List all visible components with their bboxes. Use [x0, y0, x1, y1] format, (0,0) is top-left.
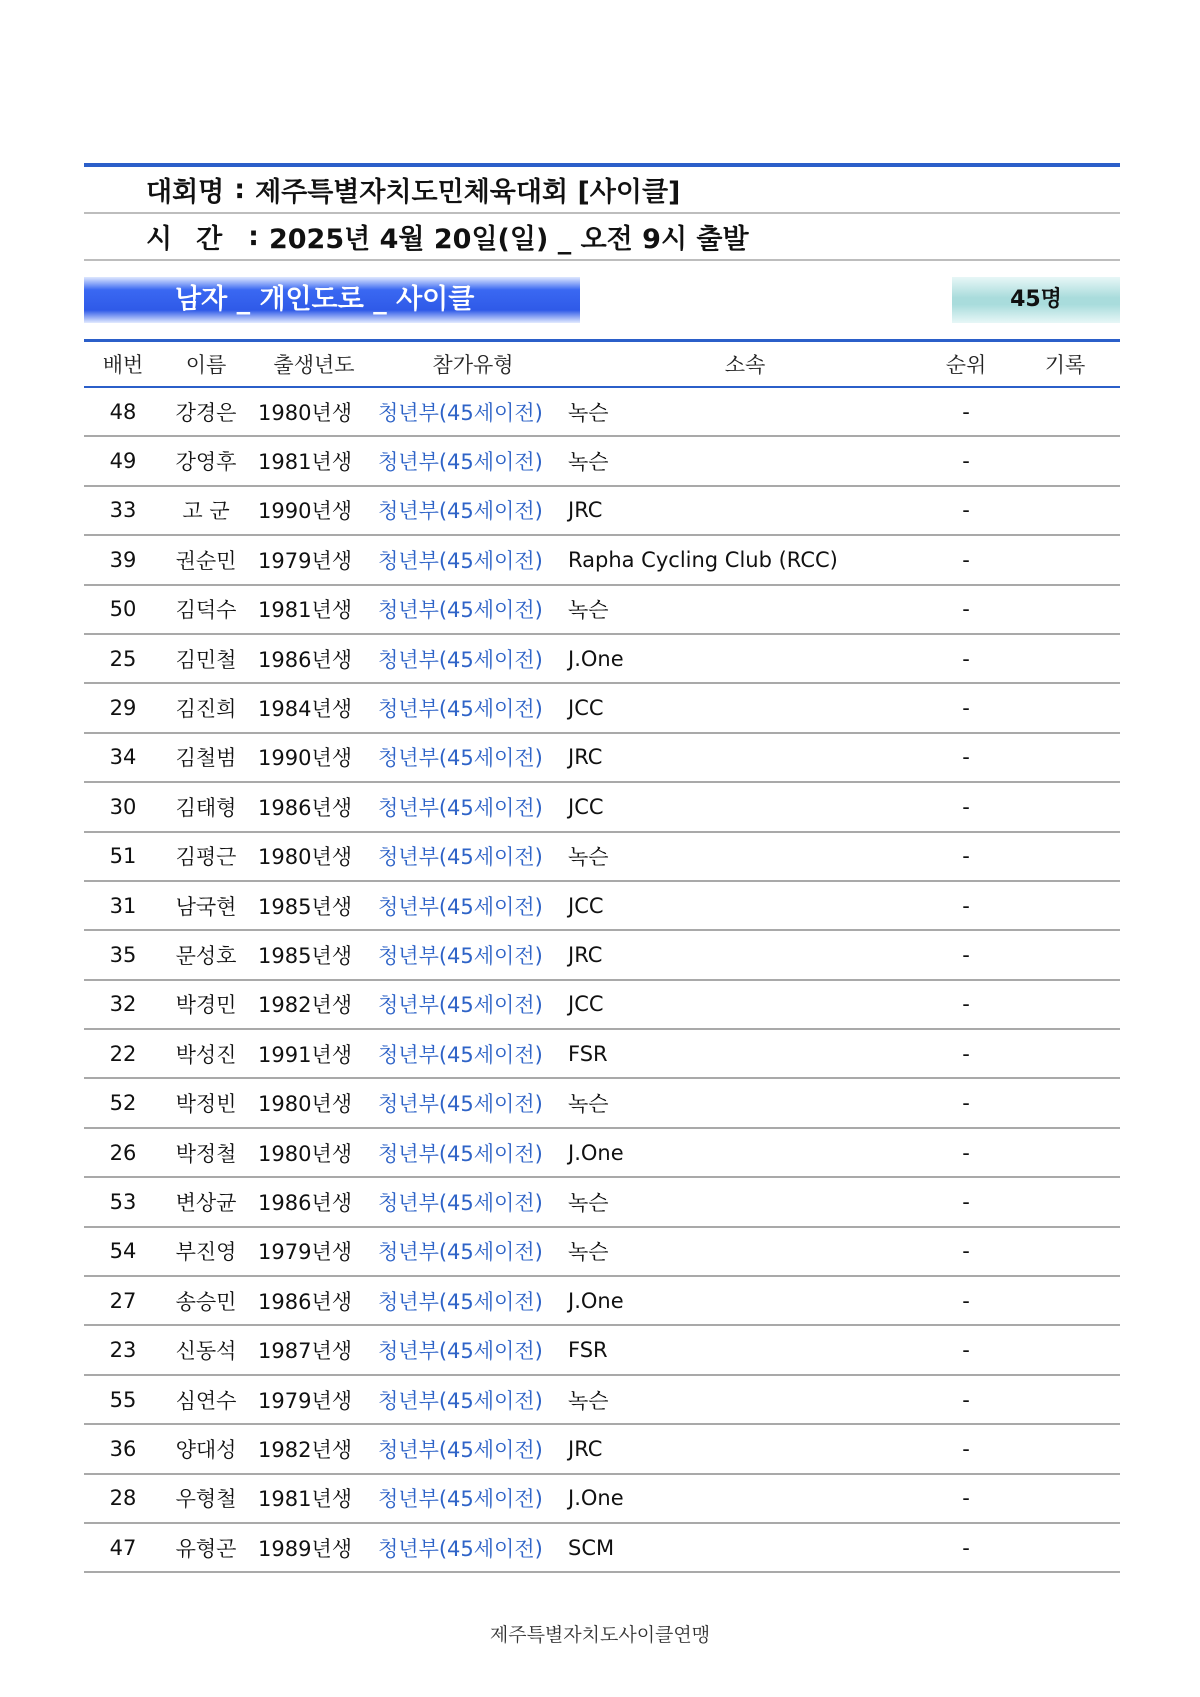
- participant-count-badge: 45명: [952, 277, 1120, 323]
- cell-type: 청년부(45세이전): [378, 697, 543, 722]
- cell-no: 36: [109, 1436, 137, 1461]
- cell-type: 청년부(45세이전): [378, 845, 543, 870]
- cell-club: 녹슨: [568, 1190, 609, 1215]
- cell-type: 청년부(45세이전): [378, 1190, 543, 1215]
- cell-rank: -: [962, 498, 970, 523]
- cell-year: 1979년생: [258, 1388, 353, 1413]
- cell-year: 1981년생: [258, 1487, 353, 1512]
- table-row: [84, 833, 1120, 882]
- header-name: 이름: [185, 353, 227, 377]
- cell-name: 김진희: [175, 697, 237, 722]
- cell-name: 박성진: [175, 1042, 237, 1067]
- cell-club: JRC: [568, 745, 603, 770]
- cell-club: JCC: [568, 992, 604, 1017]
- table-row: [84, 1030, 1120, 1079]
- header-type: 참가유형: [432, 353, 514, 377]
- cell-name: 박정빈: [175, 1092, 237, 1117]
- cell-year: 1991년생: [258, 1042, 353, 1067]
- cell-club: 녹슨: [568, 1240, 609, 1265]
- table-row: [84, 1475, 1120, 1524]
- cell-type: 청년부(45세이전): [378, 894, 543, 919]
- cell-no: 39: [109, 547, 137, 572]
- event-colon: :: [234, 174, 246, 205]
- cell-rank: -: [962, 399, 970, 424]
- cell-year: 1979년생: [258, 1240, 353, 1265]
- table-row: [84, 1178, 1120, 1227]
- cell-club: J.One: [568, 1140, 624, 1165]
- cell-rank: -: [962, 449, 970, 474]
- cell-no: 33: [109, 498, 137, 523]
- cell-rank: -: [962, 893, 970, 918]
- cell-year: 1979년생: [258, 548, 353, 573]
- cell-club: JRC: [568, 1436, 603, 1461]
- cell-no: 31: [109, 893, 137, 918]
- time-colon: :: [248, 221, 259, 252]
- cell-rank: -: [962, 1041, 970, 1066]
- cell-club: JRC: [568, 942, 603, 967]
- time-row: [84, 214, 1120, 261]
- cell-rank: -: [962, 1140, 970, 1165]
- cell-no: 29: [109, 696, 137, 721]
- cell-rank: -: [962, 1387, 970, 1412]
- cell-name: 변상균: [175, 1190, 237, 1215]
- cell-year: 1980년생: [258, 845, 353, 870]
- cell-rank: -: [962, 942, 970, 967]
- table-row: [84, 1326, 1120, 1375]
- cell-rank: -: [962, 1091, 970, 1116]
- cell-no: 26: [109, 1140, 137, 1165]
- cell-club: SCM: [568, 1535, 615, 1560]
- cell-name: 신동석: [175, 1339, 237, 1364]
- cell-year: 1980년생: [258, 400, 353, 425]
- cell-year: 1981년생: [258, 598, 353, 623]
- time-value: 2025년 4월 20일(일) _ 오전 9시 출발: [268, 224, 749, 255]
- cell-no: 50: [109, 597, 137, 622]
- cell-year: 1982년생: [258, 993, 353, 1018]
- cell-type: 청년부(45세이전): [378, 499, 543, 524]
- cell-rank: -: [962, 1436, 970, 1461]
- cell-name: 김태형: [175, 795, 237, 820]
- cell-type: 청년부(45세이전): [378, 746, 543, 771]
- cell-no: 23: [109, 1338, 137, 1363]
- cell-type: 청년부(45세이전): [378, 647, 543, 672]
- cell-no: 48: [109, 399, 137, 424]
- table-row: [84, 1425, 1120, 1474]
- table-row: [84, 635, 1120, 684]
- cell-no: 49: [109, 449, 137, 474]
- cell-type: 청년부(45세이전): [378, 450, 543, 475]
- table-row: [84, 487, 1120, 536]
- cell-year: 1990년생: [258, 746, 353, 771]
- cell-no: 51: [109, 844, 137, 869]
- cell-type: 청년부(45세이전): [378, 1388, 543, 1413]
- table-row: [84, 684, 1120, 733]
- cell-no: 52: [109, 1091, 137, 1116]
- table-row: [84, 1079, 1120, 1128]
- cell-year: 1986년생: [258, 795, 353, 820]
- cell-type: 청년부(45세이전): [378, 1240, 543, 1265]
- cell-year: 1987년생: [258, 1339, 353, 1364]
- cell-club: JCC: [568, 696, 604, 721]
- cell-rank: -: [962, 992, 970, 1017]
- entry-sheet: [84, 163, 1120, 1573]
- cell-name: 유형곤: [175, 1536, 237, 1561]
- cell-rank: -: [962, 696, 970, 721]
- cell-year: 1990년생: [258, 499, 353, 524]
- table-row: [84, 882, 1120, 931]
- cell-club: JCC: [568, 794, 604, 819]
- header-no: 배번: [102, 353, 144, 377]
- cell-year: 1980년생: [258, 1141, 353, 1166]
- cell-no: 53: [109, 1189, 137, 1214]
- cell-no: 34: [109, 745, 137, 770]
- cell-rank: -: [962, 597, 970, 622]
- cell-no: 54: [109, 1239, 137, 1264]
- cell-type: 청년부(45세이전): [378, 1487, 543, 1512]
- cell-no: 30: [109, 794, 137, 819]
- cell-rank: -: [962, 1535, 970, 1560]
- cell-name: 강경은: [175, 400, 237, 425]
- cell-club: 녹슨: [568, 598, 609, 623]
- table-header: [84, 342, 1120, 388]
- cell-no: 25: [109, 646, 137, 671]
- cell-year: 1985년생: [258, 894, 353, 919]
- cell-rank: -: [962, 1189, 970, 1214]
- cell-name: 심연수: [175, 1388, 237, 1413]
- cell-club: 녹슨: [568, 400, 609, 425]
- cell-type: 청년부(45세이전): [378, 1437, 543, 1462]
- cell-name: 남국현: [175, 894, 237, 919]
- cell-year: 1981년생: [258, 450, 353, 475]
- table-row: [84, 536, 1120, 585]
- cell-club: FSR: [568, 1338, 608, 1363]
- cell-type: 청년부(45세이전): [378, 993, 543, 1018]
- table-row: [84, 734, 1120, 783]
- cell-type: 청년부(45세이전): [378, 548, 543, 573]
- cell-type: 청년부(45세이전): [378, 400, 543, 425]
- cell-rank: -: [962, 794, 970, 819]
- cell-type: 청년부(45세이전): [378, 795, 543, 820]
- cell-no: 35: [109, 942, 137, 967]
- cell-type: 청년부(45세이전): [378, 1042, 543, 1067]
- category-title: 남자 _ 개인도로 _ 사이클: [84, 277, 580, 323]
- cell-rank: -: [962, 844, 970, 869]
- footer-organizer: 제주특별자치도사이클연맹: [489, 1624, 711, 1646]
- cell-rank: -: [962, 547, 970, 572]
- header-rank: 순위: [945, 353, 987, 377]
- event-value: 제주특별자치도민체육대회 [사이클]: [255, 177, 681, 208]
- cell-rank: -: [962, 1288, 970, 1313]
- cell-no: 55: [109, 1387, 137, 1412]
- cell-year: 1982년생: [258, 1437, 353, 1462]
- cell-name: 송승민: [175, 1289, 237, 1314]
- cell-no: 32: [109, 992, 137, 1017]
- category-bar: [84, 261, 1120, 339]
- event-label: 대회명: [146, 177, 225, 208]
- cell-club: Rapha Cycling Club (RCC): [568, 547, 838, 572]
- header-club: 소속: [724, 353, 766, 377]
- cell-name: 강영후: [175, 450, 237, 475]
- cell-club: JRC: [568, 498, 603, 523]
- cell-name: 김철범: [175, 746, 237, 771]
- cell-club: J.One: [568, 1288, 624, 1313]
- table-row: [84, 1277, 1120, 1326]
- cell-club: JCC: [568, 893, 604, 918]
- cell-no: 22: [109, 1041, 137, 1066]
- cell-name: 부진영: [175, 1240, 237, 1265]
- cell-club: J.One: [568, 646, 624, 671]
- table-body: [84, 388, 1120, 1573]
- cell-rank: -: [962, 646, 970, 671]
- time-label: 시간: [146, 224, 247, 255]
- cell-type: 청년부(45세이전): [378, 1536, 543, 1561]
- cell-year: 1985년생: [258, 943, 353, 968]
- cell-type: 청년부(45세이전): [378, 1092, 543, 1117]
- table-row: [84, 1524, 1120, 1573]
- cell-year: 1986년생: [258, 647, 353, 672]
- cell-no: 27: [109, 1288, 137, 1313]
- cell-club: 녹슨: [568, 450, 609, 475]
- cell-year: 1980년생: [258, 1092, 353, 1117]
- table-row: [84, 1376, 1120, 1425]
- cell-type: 청년부(45세이전): [378, 1289, 543, 1314]
- cell-club: 녹슨: [568, 1092, 609, 1117]
- table-row: [84, 437, 1120, 486]
- table-row: [84, 1228, 1120, 1277]
- cell-name: 문성호: [175, 943, 237, 968]
- cell-year: 1986년생: [258, 1190, 353, 1215]
- cell-name: 우형철: [175, 1487, 237, 1512]
- table-row: [84, 586, 1120, 635]
- event-row: [84, 167, 1120, 214]
- cell-year: 1986년생: [258, 1289, 353, 1314]
- cell-type: 청년부(45세이전): [378, 1141, 543, 1166]
- cell-name: 김덕수: [175, 598, 237, 623]
- cell-club: 녹슨: [568, 845, 609, 870]
- cell-type: 청년부(45세이전): [378, 1339, 543, 1364]
- table-row: [84, 931, 1120, 980]
- table-row: [84, 388, 1120, 437]
- cell-rank: -: [962, 1239, 970, 1264]
- cell-year: 1989년생: [258, 1536, 353, 1561]
- cell-name: 김평근: [175, 845, 237, 870]
- cell-no: 47: [109, 1535, 137, 1560]
- header-record: 기록: [1044, 353, 1086, 377]
- cell-type: 청년부(45세이전): [378, 598, 543, 623]
- cell-name: 김민철: [175, 647, 237, 672]
- cell-club: FSR: [568, 1041, 608, 1066]
- header-year: 출생년도: [273, 353, 355, 377]
- cell-name: 박경민: [175, 993, 237, 1018]
- cell-no: 28: [109, 1486, 137, 1511]
- table-row: [84, 1129, 1120, 1178]
- cell-club: J.One: [568, 1486, 624, 1511]
- cell-rank: -: [962, 1338, 970, 1363]
- cell-type: 청년부(45세이전): [378, 943, 543, 968]
- cell-name: 고 군: [182, 499, 230, 524]
- cell-rank: -: [962, 745, 970, 770]
- cell-name: 권순민: [175, 548, 237, 573]
- table-row: [84, 783, 1120, 832]
- cell-rank: -: [962, 1486, 970, 1511]
- cell-year: 1984년생: [258, 697, 353, 722]
- cell-name: 양대성: [175, 1437, 237, 1462]
- cell-name: 박정철: [175, 1141, 237, 1166]
- cell-club: 녹슨: [568, 1388, 609, 1413]
- table-row: [84, 981, 1120, 1030]
